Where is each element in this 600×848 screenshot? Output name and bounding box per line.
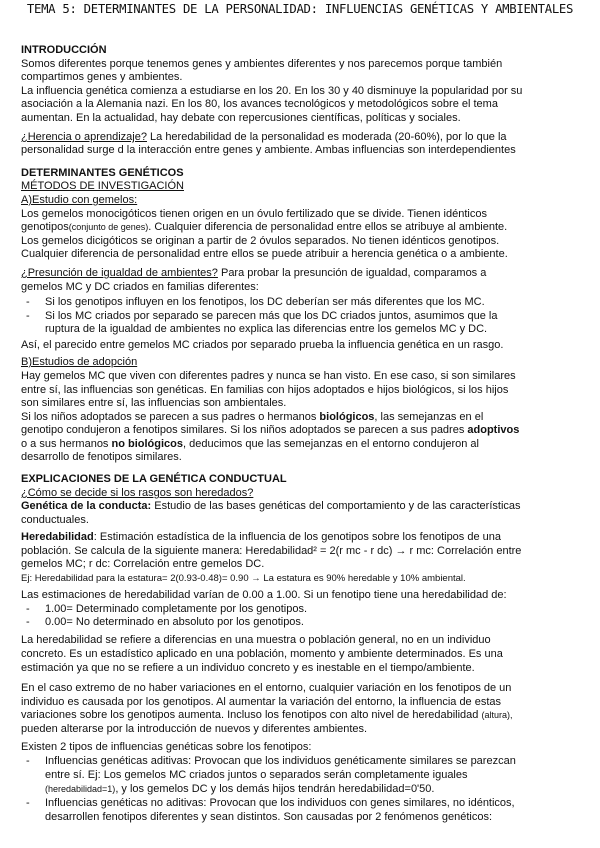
body-line: estimación ya que no se refiere a un individuo concreto y es inestable en el tiempo/ambiente. <box>21 662 475 674</box>
body-line: En el caso extremo de no haber variaciones en el entorno, cualquier variación en los fenotipos de un <box>21 682 512 694</box>
intro-line: Somos diferentes porque tenemos genes y ambientes diferentes y nos parecemos porque también <box>21 58 503 70</box>
intro-line: La influencia genética comienza a estudiarse en los 20. En los 30 y 40 disminuye la popularidad por su <box>21 85 523 97</box>
bold-term: Genética de la conducta: <box>21 500 152 512</box>
body-line: entre sí, las influencias son genéticas. En familias con hijos adoptados e hijos biológicos, si los hijos <box>21 384 509 396</box>
text: Estudio de las bases genéticas del comportamiento y de las características <box>151 500 521 512</box>
body-line: pueden alterarse por la introducción de nuevos y diferentes ambientes. <box>21 723 368 735</box>
text: Si los niños adoptados se parecen a sus padres o hermanos <box>21 411 320 423</box>
list-item: 0.00= No determinado en absoluto por los genotipos. <box>45 616 304 628</box>
metodos-subheading: MÉTODOS DE INVESTIGACIÓN <box>21 180 184 192</box>
intro-line: compartimos genes y ambientes. <box>21 71 183 83</box>
adopcion-heading: B)Estudios de adopción <box>21 356 138 368</box>
body-line <box>21 500 521 513</box>
text: , deducimos que las semejanzas en el entorno condujeron al <box>183 438 479 450</box>
note-small: (conjunto de genes) <box>68 222 149 232</box>
list-item: Influencias genéticas aditivas: Provocan que los individuos genéticamente similares se parezcan <box>45 755 516 767</box>
body-line <box>21 411 483 424</box>
explicaciones-heading: EXPLICACIONES DE LA GENÉTICA CONDUCTUAL <box>21 473 287 485</box>
list-item: Influencias genéticas no aditivas: Provocan que los individuos con genes similares, no idénticos, <box>45 797 515 809</box>
intro-line: personalidad surge d la interacción entre genes y ambiente. Ambas influencias son interdependientes <box>21 144 516 156</box>
bullet: - <box>26 616 30 628</box>
intro-question-line <box>21 131 507 144</box>
bullet: - <box>26 755 30 767</box>
body-line: gemelos MC; r dc: Correlación entre gemelos DC. <box>21 558 265 570</box>
herencia-question: ¿Herencia o aprendizaje? <box>21 131 147 143</box>
list-item: ruptura de la igualdad de ambientes no explica las diferencias entre los gemelos MC y DC. <box>45 323 488 335</box>
body-line: Hay gemelos MC que viven con diferentes padres y nunca se han visto. En ese caso, si son similares <box>21 370 516 382</box>
intro-text: La heredabilidad de la personalidad es moderada (20-60%), por lo que la <box>146 131 507 143</box>
bold-term: biológicos <box>319 411 375 423</box>
text: : Estimación estadística de la influencia de los genotipos sobre los fenotipos de una <box>93 531 502 543</box>
body-line <box>21 424 519 437</box>
body-line: son similares entre sí, las influencias son ambientales. <box>21 397 287 409</box>
bold-term: no biológicos <box>111 438 183 450</box>
body-line <box>21 709 512 722</box>
bullet: - <box>26 603 30 615</box>
body-line: Las estimaciones de heredabilidad varían de 0.00 a 1.00. Si un fenotipo tiene una heredabilidad de: <box>21 589 507 601</box>
text: Para probar la presunción de igualdad, comparamos a <box>217 267 487 279</box>
list-item: 1.00= Determinado completamente por los genotipos. <box>45 603 308 615</box>
determinantes-heading: DETERMINANTES GENÉTICOS <box>21 167 184 179</box>
body-line: La heredabilidad se refiere a diferencias en una muestra o población general, no en un individuo <box>21 634 491 646</box>
body-line: Existen 2 tipos de influencias genéticas sobre los fenotipos: <box>21 741 312 753</box>
body-line: Los gemelos monocigóticos tienen origen en un óvulo fertilizado que se divide. Tienen idénticos <box>21 208 487 220</box>
text: variaciones sobre los genotipos aumenta. Incluso los fenotipos con alto nivel de heredabilidad <box>21 709 479 721</box>
body-line: desarrollo de fenotipos similares. <box>21 451 182 463</box>
body-line: Así, el parecido entre gemelos MC criados por separado prueba la influencia genética en un rasgo. <box>21 339 504 351</box>
body-line <box>21 267 486 280</box>
body-line: gemelos MC y DC criados en familias diferentes: <box>21 281 259 293</box>
text: genotipos <box>21 221 69 233</box>
body-line: conductuales. <box>21 514 89 526</box>
bullet: - <box>26 296 30 308</box>
document-title: TEMA 5: DETERMINANTES DE LA PERSONALIDAD: INFLUENCIAS GENÉTICAS Y AMBIENTALES <box>26 2 574 16</box>
list-item: Si los genotipos influyen en los fenotipos, los DC deberían ser más diferentes que los MC. <box>45 296 485 308</box>
note-small: (heredabilidad=1) <box>45 784 116 794</box>
example-line: Ej: Heredabilidad para la estatura= 2(0.93-0.48)= 0.90 → La estatura es 90% heredable y 10% ambiental. <box>21 573 466 584</box>
explicaciones-question: ¿Cómo se decide si los rasgos son heredados? <box>21 487 254 499</box>
body-line: población. Se calcula de la siguiente manera: Heredabilidad² = 2(r mc - r dc) → r mc: Correlación entre <box>21 545 522 557</box>
bullet: - <box>26 797 30 809</box>
note-small: (altura), <box>481 710 513 720</box>
body-line: Los gemelos dicigóticos se originan a partir de 2 óvulos separados. No tienen idénticos genotipos. <box>21 235 500 247</box>
text: o a sus hermanos <box>21 438 112 450</box>
intro-line: aumentan. En la actualidad, hay debate con repercusiones científicas, políticas y sociales. <box>21 112 461 124</box>
text: , y los gemelos DC y los demás hijos tendrán heredabilidad=0'50. <box>115 783 435 795</box>
list-item: Si los MC criados por separado se parecen más que los DC criados juntos, asumimos que la <box>45 310 498 322</box>
body-line: concreto. Es un estadístico aplicado en una población, momento y ambiente determinados. Es una <box>21 648 503 660</box>
body-line <box>21 438 479 451</box>
intro-line: asociación a la Alemania nazi. En los 80, los avances tecnológicos y metodológicos sobre el tema <box>21 98 498 110</box>
intro-heading: INTRODUCCIÓN <box>21 44 107 56</box>
bold-term: Heredabilidad <box>21 531 94 543</box>
list-item: desarrollen fenotipos diferentes y sean distintos. Son causadas por 2 fenómenos genéticos: <box>45 811 492 823</box>
bullet: - <box>26 310 30 322</box>
body-line <box>21 531 501 544</box>
text: genotipo condujeron a fenotipos similares. Si los niños adoptados se parecen a sus padres <box>21 424 468 436</box>
body-line: Cualquier diferencia de personalidad entre ellos se puede atribuir a herencia genética o a ambiente. <box>21 248 508 260</box>
text: . Cualquier diferencia de personalidad entre ellos se atribuye al ambiente. <box>148 221 508 233</box>
list-item <box>45 783 434 796</box>
list-item: entre sí. Ej: Los gemelos MC criados juntos o separados serán completamente iguales <box>45 769 468 781</box>
presuncion-question: ¿Presunción de igualdad de ambientes? <box>21 267 218 279</box>
bold-term: adoptivos <box>467 424 520 436</box>
body-line <box>21 221 507 234</box>
body-line: individuo es causada por los genotipos. Al aumentar la variación del entorno, la influencia de estas <box>21 696 502 708</box>
text: , las semejanzas en el <box>374 411 484 423</box>
gemelos-heading: A)Estudio con gemelos: <box>21 194 138 206</box>
